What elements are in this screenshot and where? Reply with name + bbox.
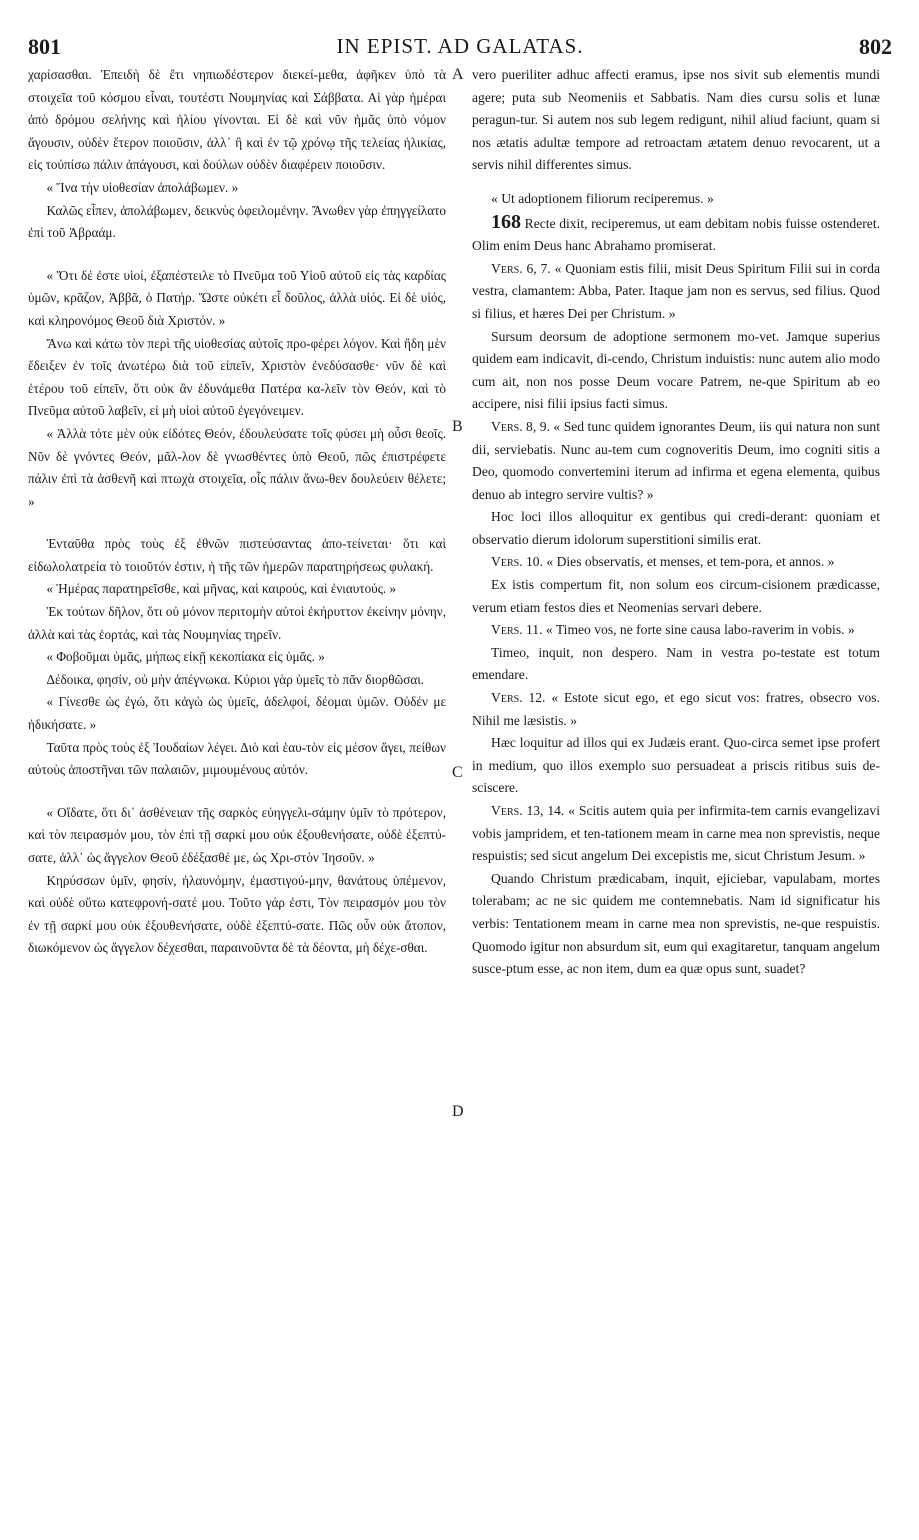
verse-reference: Vers. 11. [491,622,543,638]
verse-reference: Vers. 8, 9. [491,418,550,434]
margin-marker-b: B [452,418,463,435]
verse-reference: Vers. 6, 7. [491,260,551,276]
greek-verse-quote: « Ὅτι δέ ἐστε υἱοί, ἐξαπέστειλε τὸ Πνεῦμα τοῦ Υἱοῦ αὐτοῦ εἰς τὰς καρδίας ὑμῶν, κρᾶζον, Ἀββᾶ, ὁ Πατήρ. Ὥστε οὐκέτι εἶ δοῦλος, ἀλλὰ υἱός. Εἰ δὲ υἱός, καὶ κληρονόμος Θεοῦ διὰ Χριστόν. » [28,267,446,328]
greek-verse-quote: « Ἡμέρας παρατηρεῖσθε, καὶ μῆνας, καὶ καιρούς, καὶ ἐνιαυτούς. » [46,581,397,597]
margin-marker-c: C [452,764,463,781]
running-title: IN EPIST. AD GALATAS. [336,34,584,58]
latin-verse-quote: « Timeo vos, ne forte sine causa labo-raverim in vobis. » [545,622,855,638]
greek-paragraph: χαρίσασθαι. Ἐπειδὴ δὲ ἔτι νηπιωδέστερον διεκεί-μεθα, ἀφῆκεν ὑπὸ τὰ στοιχεῖα τοῦ κόσμου εἶναι, τουτέστι Νουμηνίας καὶ Σάββατα. Αἱ γὰρ ἡμέραι ἀπὸ δρόμου σελήνης καὶ ἡλίου γίνονται. Εἰ δὲ καὶ νῦν ἡμᾶς ὑπὸ νόμον ἄγουσιν, οὐδὲν ἕτερον ποιοῦσιν, ἀλλ᾽ ἢ καὶ ἐν τῷ χρόνῳ τῆς τελείας ἡλικίας, εἰς τοὐπίσω πάλιν ἀπάγουσι, καὶ δούλων οὐδὲν διαφέρειν ποιοῦσιν. [28,67,446,173]
latin-paragraph: Timeo, inquit, non despero. Nam in vestra po-testate est totum emendare. [472,644,880,683]
greek-paragraph: Ἐνταῦθα πρὸς τοὺς ἐξ ἐθνῶν πιστεύσαντας ἀπο-τείνεται· ὅτι καὶ εἰδωλολατρεία τὸ τοιοῦτόν ἐστιν, ἡ τῆς τῶν ἡμερῶν παρατηρήσεως φυλακή. [28,536,446,574]
latin-paragraph: Sursum deorsum de adoptione sermonem mo-vet. Jamque superius quidem eam indicavit, di-cendo, Christum induistis: nunc autem alio modo cum ait, non nos posse Deum vocare Patrem, ne-que Spiritum ab eo accipere, nisi filii ipsius facti simus. [472,328,880,412]
latin-verse-quote: « Ut adoptionem filiorum reciperemus. » [491,190,714,206]
latin-paragraph: Ex istis compertum fit, non solum eos circum-cisionem prædicasse, verum etiam festos dies et Neomenias servari debere. [472,577,880,615]
greek-verse-quote: « Ἀλλὰ τότε μὲν οὐκ εἰδότες Θεόν, ἐδουλεύσατε τοῖς φύσει μὴ οὖσι θεοῖς. Νῦν δὲ γνόντες Θεόν, μᾶλ-λον δὲ γνωσθέντες ὑπὸ Θεοῦ, πῶς ἐπιστρέφετε πάλιν ἐπὶ τὰ ἀσθενῆ καὶ πτωχὰ στοιχεῖα, οἷς πάλιν ἄνω-θεν δουλεύειν θέλετε; » [28,425,446,509]
latin-paragraph: Hoc loci illos alloquitur ex gentibus qui credi-derant: quoniam et observatio dierum idolorum superstitioni similis erat. [472,509,880,547]
greek-verse-quote: « Φοβοῦμαι ὑμᾶς, μήπως εἰκῇ κεκοπίακα εἰς ὑμᾶς. » [46,649,325,665]
latin-paragraph: Hæc loquitur ad illos qui ex Judæis erant. Quo-circa semet ipse profert in medium, quo illos exemplo suo persuadeat a priscis ritibus suis de-sciscere. [472,735,880,796]
greek-paragraph: Ἐκ τούτων δῆλον, ὅτι οὐ μόνον περιτομὴν αὐτοὶ ἐκήρυττον ἐκείνην μόνην, ἀλλὰ καὶ τὰς ἑορτάς, καὶ τὰς Νουμηνίας τηρεῖν. [28,604,446,642]
page-number-right: 802 [859,34,892,59]
latin-verse-quote: « Quoniam estis filii, misit Deus Spiritum Filii sui in corda vestra, clamantem: Abba, Pater. Itaque jam non es servus, sed filius. Quod si filius, et hæres Dei per Christum. » [472,260,880,321]
section-number: 168 [491,210,522,233]
page-header [28,34,892,58]
greek-verse-quote: « Ἵνα τὴν υἱοθεσίαν ἀπολάβωμεν. » [46,179,239,195]
greek-paragraph: Καλῶς εἶπεν, ἀπολάβωμεν, δεικνὺς ὀφειλομένην. Ἄνωθεν γὰρ ἐπηγγείλατο ἐπὶ τοῦ Ἀβραάμ. [28,202,446,241]
margin-marker-a: A [452,66,464,83]
verse-reference: Vers. 12. [491,690,546,706]
greek-paragraph: Ταῦτα πρὸς τοὺς ἐξ Ἰουδαίων λέγει. Διὸ καὶ ἑαυ-τὸν εἰς μέσον ἄγει, πείθων αὐτοὺς ἀποστῆναι τῶν παλαιῶν, μιμουμένους αὐτόν. [28,739,446,778]
greek-column [28,64,446,1524]
greek-paragraph: Ἄνω καὶ κάτω τὸν περὶ τῆς υἱοθεσίας αὐτοῖς προ-φέρει λόγον. Καὶ ἤδη μὲν ἔδειξεν ἐν τοῖς ἀνωτέρω διὰ τοῦ εἰπεῖν, Χριστὸν ἐνεδύσασθε· νῦν δὲ καὶ ἑτέρου τοῦ εἰπεῖν, ὅτι οὐκ ἂν ἐδυνάμεθα Πατέρα κα-λεῖν τὸν Θεόν, καὶ τὸ Πνεῦμα αὐτοῦ λαβεῖν, εἰ μὴ υἱοὶ αὐτοῦ ἐγεγόνειμεν. [28,335,446,419]
greek-verse-quote: « Γίνεσθε ὡς ἐγώ, ὅτι κἀγὼ ὡς ὑμεῖς, ἀδελφοί, δέομαι ὑμῶν. Οὐδέν με ἠδικήσατε. » [28,694,446,733]
page-number-left: 801 [28,34,61,59]
latin-verse-quote: « Sed tunc quidem ignorantes Deum, iis qui natura non sunt dii, serviebatis. Nunc au-tem cum cognoveritis Deum, imo cogniti sitis a Deo, quomodo convertemini iterum ad infirma et egena elementa, quibus denuo ab integro servire vultis? » [472,418,880,502]
greek-paragraph: Κηρύσσων ὑμῖν, φησίν, ἠλαυνόμην, ἐμαστιγού-μην, θανάτους ὑπέμενον, καὶ οὐδὲ οὕτω κατεφρονή-σατέ μου. Τοῦτο γάρ ἐστι, Τὸν πειρασμόν μου τὸν ἐν τῇ σαρκί μου οὐκ ἐξουθενήσατε, οὐδὲ ἐξεπτύ-σατε. Πῶς οὖν οὐκ ἄτοπον, διωκόμενον ὡς ἄγγελον δέχεσθαι, παραινοῦντα δὲ τὰ δέοντα, μὴ δέχε-σθαι. [28,872,446,956]
margin-marker-d: D [452,1103,464,1120]
verse-reference: Vers. 10. [491,554,543,570]
latin-verse-quote: « Estote sicut ego, et ego sicut vos: fratres, obsecro vos. Nihil me læsistis. » [472,690,880,728]
verse-reference: Vers. 13, 14. [491,803,565,818]
greek-verse-quote: « Οἴδατε, ὅτι δι᾽ ἀσθένειαν τῆς σαρκὸς εὐηγγελι-σάμην ὑμῖν τὸ πρότερον, καὶ τὸν πειρασμόν μου, τὸν ἐπὶ τῇ σαρκί μου οὐκ ἐξουθενήσατε, οὐδὲ ἐξεπτύ-σατε, ἀλλ᾽ ὡς ἄγγελον Θεοῦ ἐδέξασθέ με, ὡς Χρι-στὸν Ἰησοῦν. » [28,804,446,865]
latin-paragraph: vero pueriliter adhuc affecti eramus, ipse nos sivit sub elementis mundi agere; puta sub Neomeniis et Sabbatis. Nam dies cursu solis et lunæ peragun-tur. Si autem nos sub legem redigunt, nihil aliud faciunt, quam si nos ætatis adultæ tempore ad retroactam ætatem denuo revocarent, ut a servis nihil differentes simus. [472,67,880,173]
latin-column [472,64,880,1524]
greek-paragraph: Δέδοικα, φησίν, οὐ μὴν ἀπέγνωκα. Κύριοι γὰρ ὑμεῖς τὸ πᾶν διορθῶσαι. [46,671,425,687]
latin-verse-quote: « Scitis autem quia per infirmita-tem carnis evangelizavi vobis jampridem, et ten-tationem meam in carne mea non sprevistis, neque respuistis; sed sicut angelum Dei excepistis me, sicut Christum Jesum. » [472,803,880,864]
latin-paragraph: Recte dixit, reciperemus, ut eam debitam nobis fuisse ostenderet. Olim enim Deus hanc Abrahamo promiserat. [472,215,880,254]
latin-verse-quote: « Dies observatis, et menses, et tem-pora, et annos. » [546,554,835,570]
latin-paragraph: Quando Christum prædicabam, inquit, ejiciebar, vapulabam, mortes tolerabam; ac ne sic quidem me contemnebatis. Nam id significatur his verbis: Tentationem meam in carne mea non sprevistis, ne-que respuistis. Quomodo igitur non absurdum sit, eum qui exagitaretur, tanquam angelum susce-ptum esse, ac non item, dum ea quæ opus sunt, suadet? [472,870,880,977]
